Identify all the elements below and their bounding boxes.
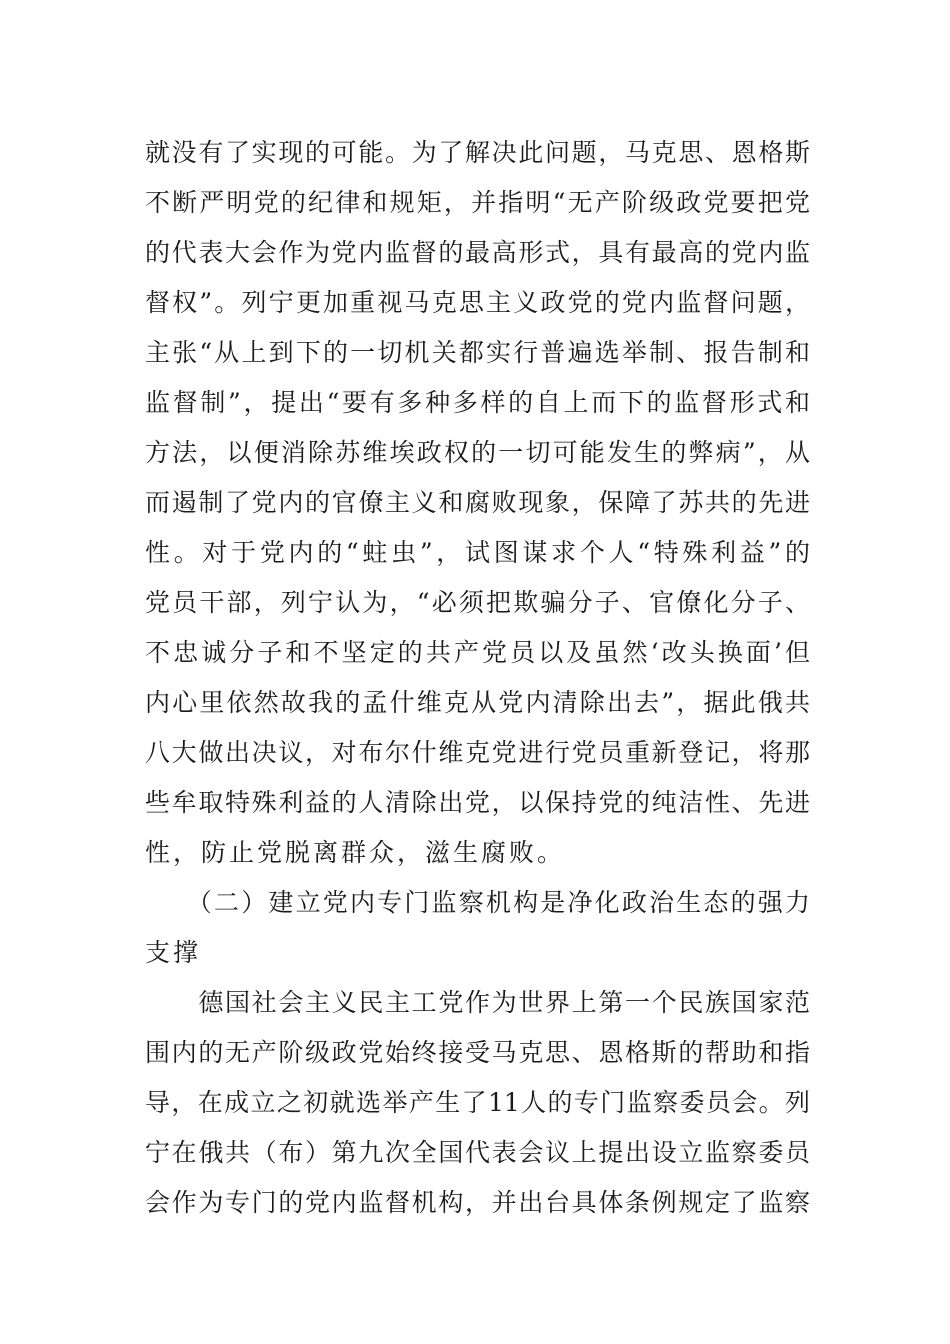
text-line: 监督制”，提出“要有多种多样的自上而下的监督形式和 (145, 388, 810, 417)
text-line: 不断严明党的纪律和规矩，并指明“无产阶级政党要把党 (145, 188, 810, 217)
text-line: 不忠诚分子和不坚定的共产党员以及虽然‘改头换面’但 (145, 638, 810, 667)
section-heading-end-line: 支撑 (145, 938, 202, 967)
text-line: 方法，以便消除苏维埃政权的一切可能发生的弊病”，从 (145, 438, 810, 467)
text-line: 党员干部，列宁认为，“必须把欺骗分子、官僚化分子、 (145, 588, 810, 617)
text-line: 八大做出决议，对布尔什维克党进行党员重新登记，将那 (145, 738, 810, 767)
text-line: 性。对于党内的“蛀虫”，试图谋求个人“特殊利益”的 (145, 538, 810, 567)
text-line: 些牟取特殊利益的人清除出党，以保持党的纯洁性、先进 (145, 788, 810, 817)
section-heading-line: （二）建立党内专门监察机构是净化政治生态的强力 (145, 888, 810, 917)
text-line: 围内的无产阶级政党始终接受马克思、恩格斯的帮助和指 (145, 1038, 810, 1067)
text-line: 宁在俄共（布）第九次全国代表会议上提出设立监察委员 (145, 1138, 810, 1167)
text-line: 而遏制了党内的官僚主义和腐败现象，保障了苏共的先进 (145, 488, 810, 517)
paragraph-end-line: 性，防止党脱离群众，滋生腐败。 (145, 838, 566, 867)
document-body (145, 128, 810, 1228)
text-line: 德国社会主义民主工党作为世界上第一个民族国家范 (145, 988, 810, 1017)
text-line: 督权”。列宁更加重视马克思主义政党的党内监督问题， (145, 288, 810, 317)
text-line: 内心里依然故我的孟什维克从党内清除出去”，据此俄共 (145, 688, 810, 717)
text-line: 主张“从上到下的一切机关都实行普遍选举制、报告制和 (145, 338, 810, 367)
text-line: 的代表大会作为党内监督的最高形式，具有最高的党内监 (145, 238, 810, 267)
text-line: 就没有了实现的可能。为了解决此问题，马克思、恩格斯 (145, 138, 810, 167)
text-line: 导，在成立之初就选举产生了11人的专门监察委员会。列 (145, 1088, 810, 1117)
text-line: 会作为专门的党内监督机构，并出台具体条例规定了监察 (145, 1188, 810, 1217)
